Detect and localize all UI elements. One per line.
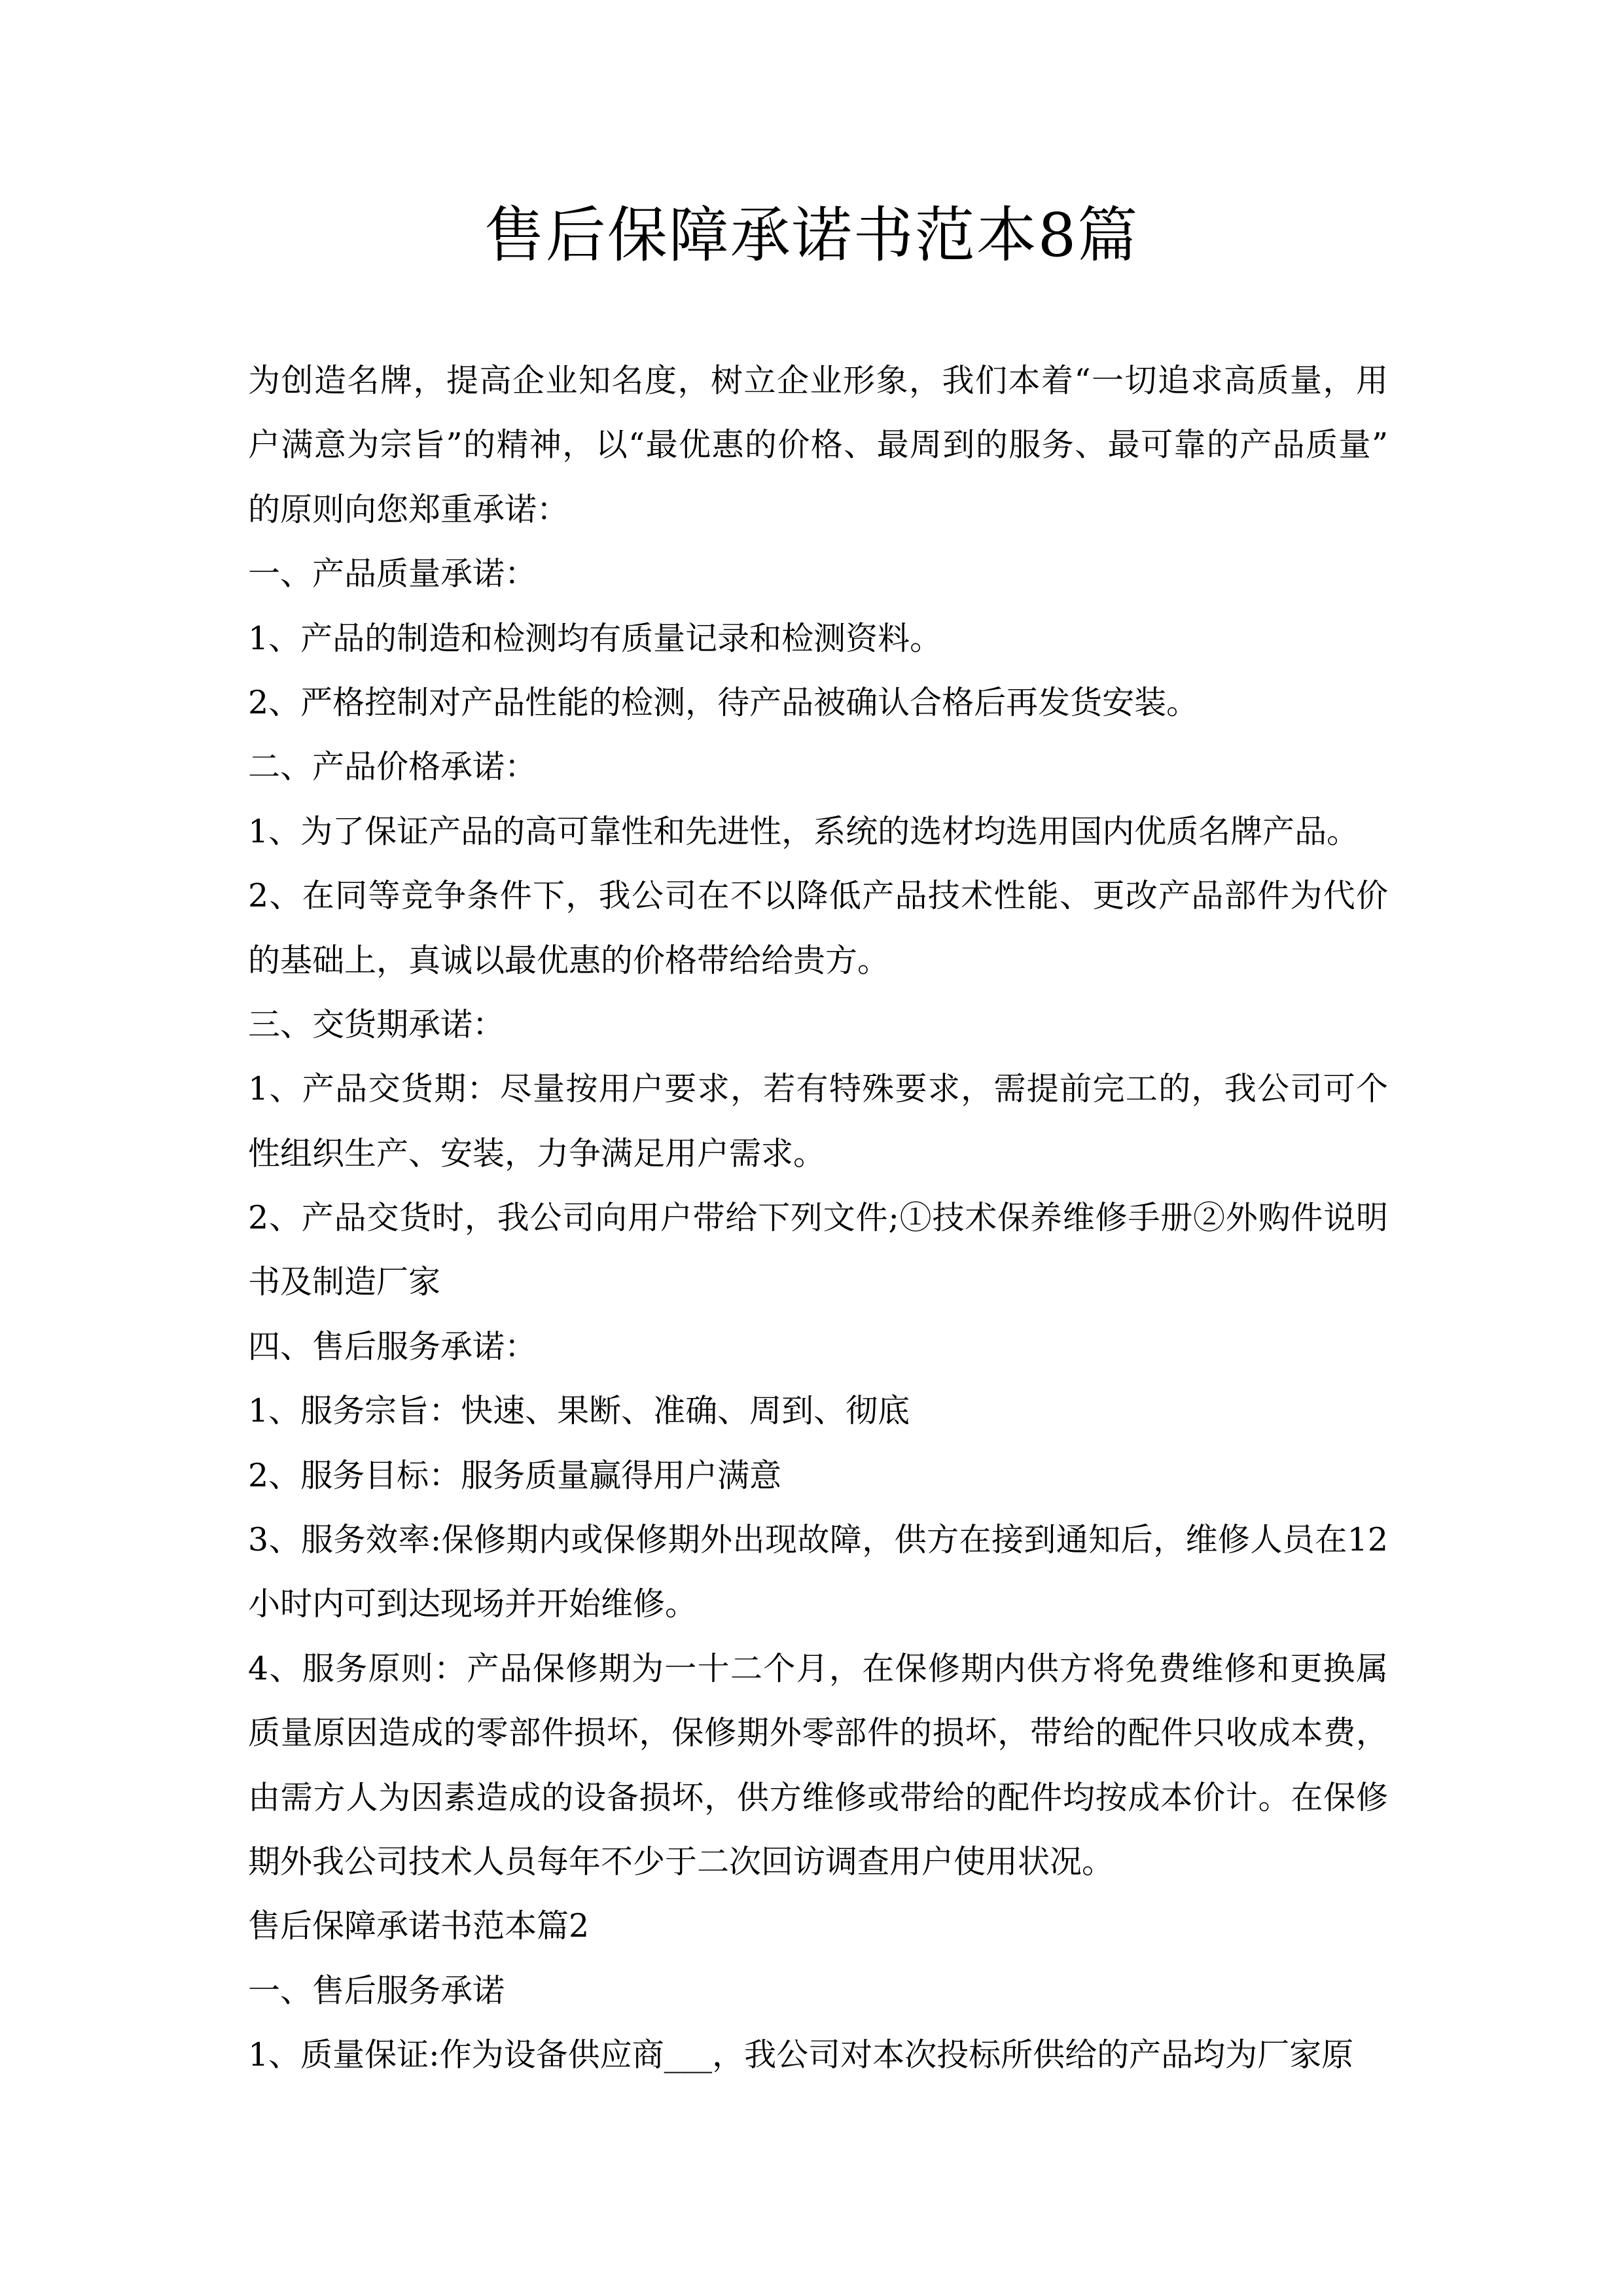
paragraph (248, 607, 1388, 671)
paragraph (248, 1959, 1388, 2023)
text-line: 由需方人为因素造成的设备损坏，供方维修或带给的配件均按成本价计。在保修 (248, 1778, 1388, 1816)
paragraph (248, 993, 1388, 1057)
paragraph (248, 671, 1388, 735)
document-body (248, 349, 1388, 2088)
text-line: 户满意为宗旨”的精神，以“最优惠的价格、最周到的服务、最可靠的产品质量” (248, 426, 1388, 464)
text-line: 2、严格控制对产品性能的检测，待产品被确认合格后再发货安装。 (248, 683, 1199, 721)
paragraph (248, 1637, 1388, 1895)
paragraph (248, 800, 1388, 864)
text-line: 一、售后服务承诺 (248, 1971, 505, 2009)
paragraph (248, 1057, 1388, 1186)
paragraph (248, 1379, 1388, 1443)
text-line: 4、服务原则：产品保修期为一十二个月，在保修期内供方将免费维修和更换属 (248, 1649, 1388, 1687)
text-line: 一、产品质量承诺： (248, 555, 537, 593)
text-line: 的基础上，真诚以最优惠的价格带给给贵方。 (248, 941, 890, 979)
paragraph (248, 1894, 1388, 1958)
text-line: 1、产品交货期：尽量按用户要求，若有特殊要求，需提前完工的，我公司可个 (248, 1070, 1388, 1108)
text-line: 1、服务宗旨：快速、果断、准确、周到、彻底 (248, 1392, 910, 1430)
text-line: 的原则向您郑重承诺： (248, 490, 569, 528)
paragraph (248, 349, 1388, 542)
paragraph (248, 542, 1388, 606)
text-line: 2、在同等竞争条件下，我公司在不以降低产品技术性能、更改产品部件为代价 (248, 877, 1388, 915)
text-line: 小时内可到达现场并开始维修。 (248, 1585, 698, 1623)
text-line: 性组织生产、安装，力争满足用户需求。 (248, 1134, 826, 1172)
text-line: 售后保障承诺书范本篇2 (248, 1907, 590, 1945)
text-line: 书及制造厂家 (248, 1263, 441, 1301)
text-line: 1、产品的制造和检测均有质量记录和检测资料。 (248, 619, 942, 657)
paragraph (248, 864, 1388, 993)
text-line: 四、售后服务承诺： (248, 1327, 537, 1365)
text-line: 为创造名牌，提高企业知名度，树立企业形象，我们本着“一切追求高质量，用 (248, 362, 1388, 399)
text-line: 二、产品价格承诺： (248, 748, 537, 786)
text-line: 1、为了保证产品的高可靠性和先进性，系统的选材均选用国内优质名牌产品。 (248, 812, 1359, 850)
paragraph (248, 735, 1388, 799)
text-line: 期外我公司技术人员每年不少于二次回访调查用户使用状况。 (248, 1842, 1115, 1880)
text-line: 2、服务目标：服务质量赢得用户满意 (248, 1456, 782, 1494)
paragraph (248, 1186, 1388, 1315)
document-title: 售后保障承诺书范本8篇 (484, 200, 1139, 270)
text-line: 2、产品交货时，我公司向用户带给下列文件;①技术保养维修手册②外购件说明 (248, 1199, 1388, 1237)
text-line: 质量原因造成的零部件损坏，保修期外零部件的损坏，带给的配件只收成本费， (248, 1714, 1388, 1752)
text-line: 3、服务效率:保修期内或保修期外出现故障，供方在接到通知后，维修人员在12 (248, 1521, 1388, 1559)
text-line: 1、质量保证:作为设备供应商___，我公司对本次投标所供给的产品均为厂家原 (248, 2036, 1354, 2074)
paragraph (248, 1315, 1388, 1379)
paragraph (248, 1444, 1388, 1508)
paragraph (248, 2023, 1388, 2087)
paragraph (248, 1508, 1388, 1637)
text-line: 三、交货期承诺： (248, 1005, 505, 1043)
